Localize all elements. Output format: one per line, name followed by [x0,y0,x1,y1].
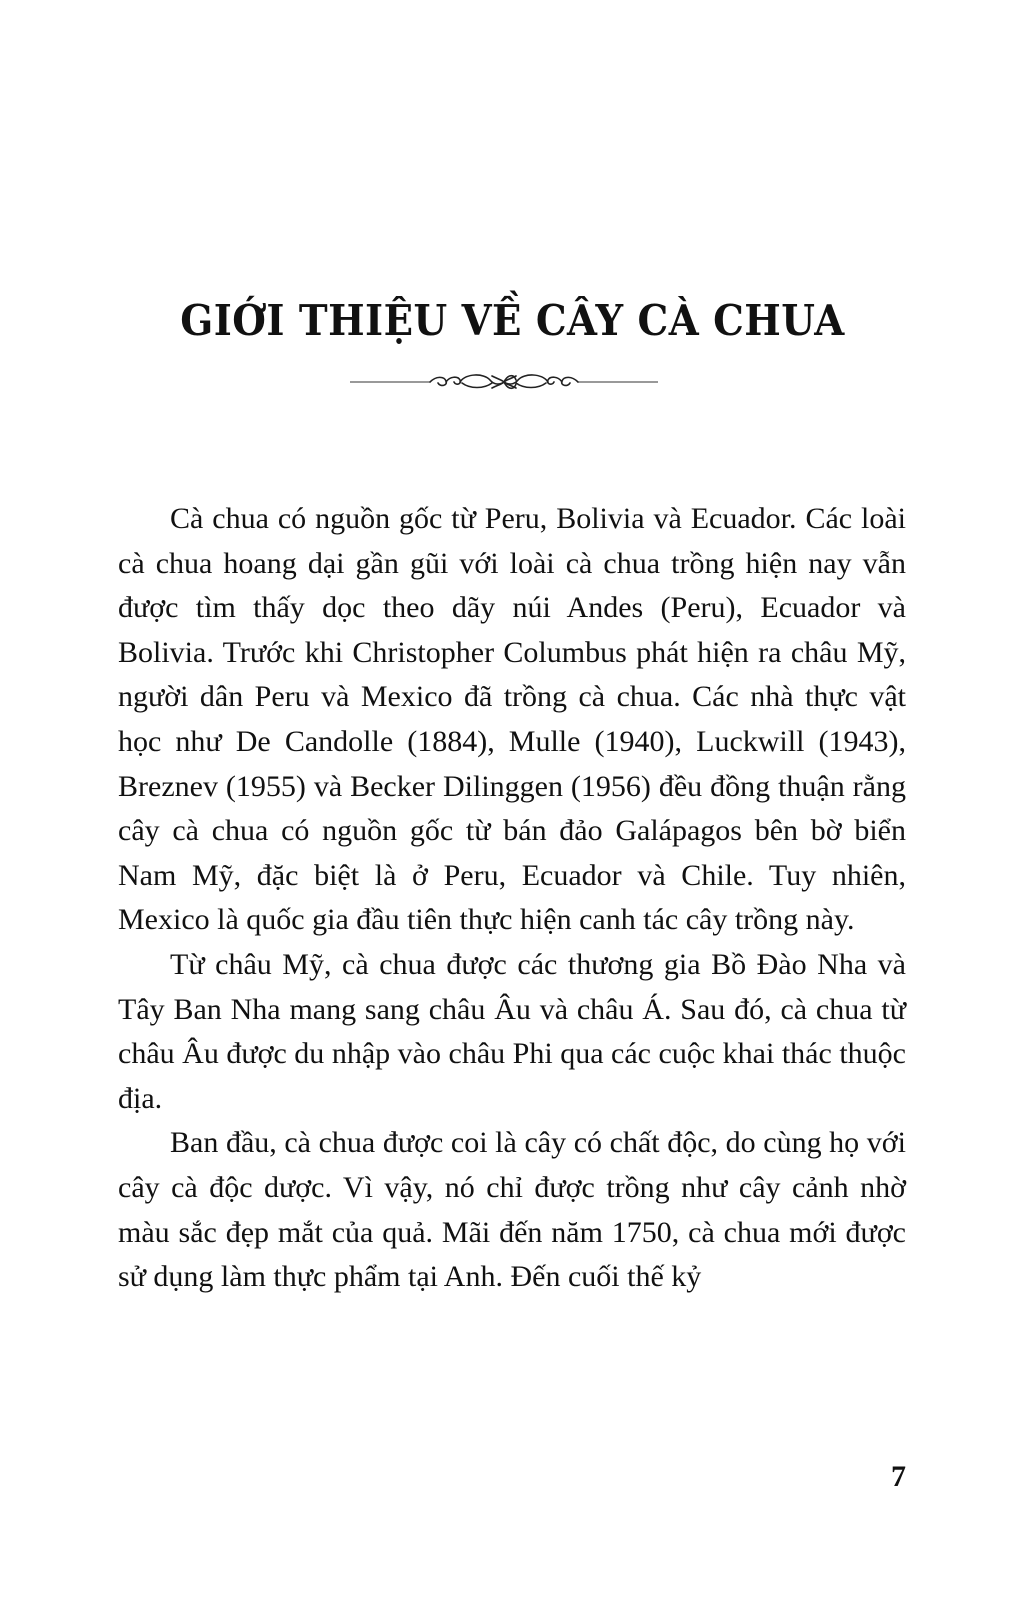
flourish-scroll [430,375,578,388]
chapter-title: GIỚI THIỆU VỀ CÂY CÀ CHUA [180,296,845,345]
paragraph-history: Ban đầu, cà chua được coi là cây có chất độc, do cùng họ với cây cà độc dược. Vì vậy, nó chỉ được trồng như cây cảnh nhờ màu sắc đẹp mắt của quả. Mãi đến năm 1750, cà chua mới được sử dụng làm thực phẩm tại Anh. Đến cuối thế kỷ [118,1126,906,1294]
paragraph-spread: Từ châu Mỹ, cà chua được các thương gia Bồ Đào Nha và Tây Ban Nha mang sang châu Âu và châu Á. Sau đó, cà chua từ châu Âu được du nhập vào châu Phi qua các cuộc khai thác thuộc địa. [118,947,906,1115]
ornamental-divider-icon [350,370,658,394]
paragraph-origin: Cà chua có nguồn gốc từ Peru, Bolivia và Ecuador. Các loài cà chua hoang dại gần gũi với loài cà chua trồng hiện nay vẫn được tìm thấy dọc theo dãy núi Andes (Peru), Ecuador và Bolivia. Trước khi Christopher Columbus phát hiện ra châu Mỹ, người dân Peru và Mexico đã trồng cà chua. Các nhà thực vật học như De Candolle (1884), Mulle (1940), Luckwill (1943), Breznev (1955) và Becker Dilinggen (1956) đều đồng thuận rằng cây cà chua có nguồn gốc từ bán đảo Galápagos bên bờ biển Nam Mỹ, đặc biệt là ở Peru, Ecuador và Chile. Tuy nhiên, Mexico là quốc gia đầu tiên thực hiện canh tác cây trồng này. [118,502,906,937]
page-number: 7 [891,1460,906,1493]
body-text [118,497,906,1300]
